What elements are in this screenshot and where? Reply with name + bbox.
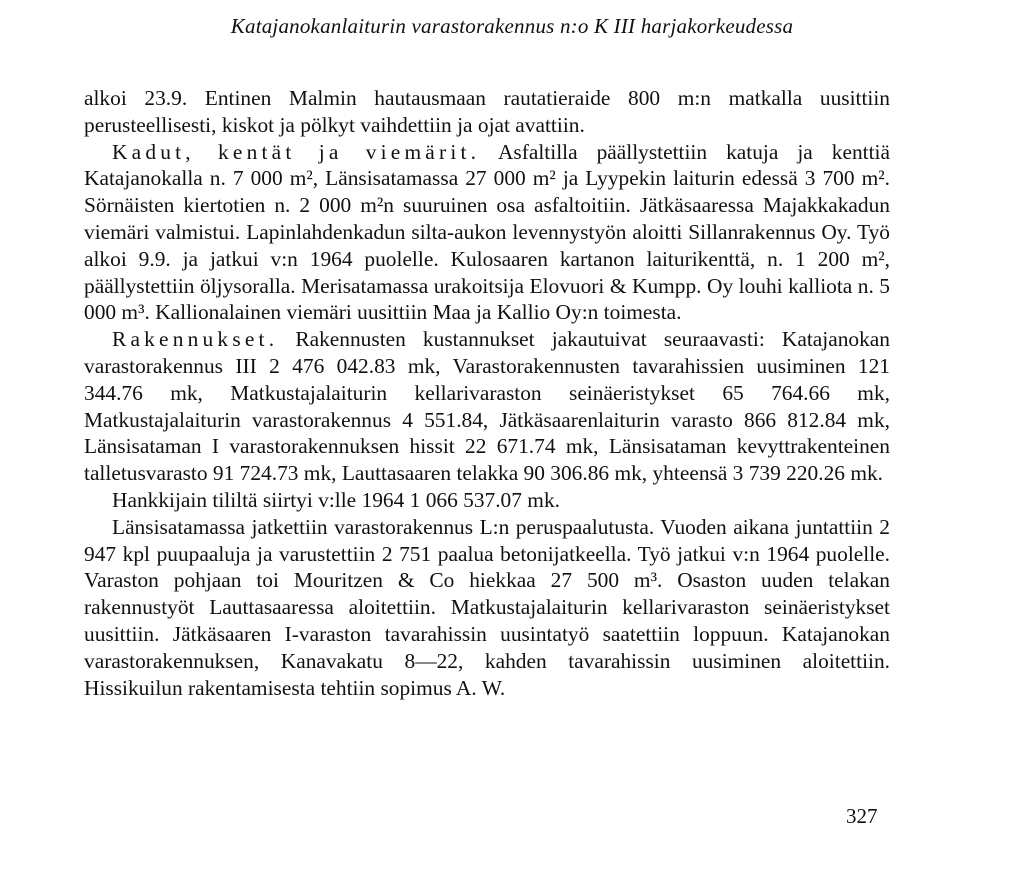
paragraph-text: Hankkijain tililtä siirtyi v:lle 1964 1 066 537.07 mk. xyxy=(112,487,560,512)
body-text xyxy=(84,85,890,701)
paragraph-text: Rakennusten kustannukset jakautuivat seuraavasti: Katajanokan varastorakennus III 2 476 042.83 mk, Varastorakennusten tavarahissien uusiminen 121 344.76 mk, Matkustajalaiturin kellarivaraston seinäeristykset 65 764.66 mk, Matkustajalaiturin varastorakennus 4 551.84, Jätkäsaarenlaiturin varasto 866 812.84 mk, Länsisataman I varastorakennuksen hissit 22 671.74 mk, Länsisataman kevyttrakenteinen talletusvarasto 91 724.73 mk, Lauttasaaren telakka 90 306.86 mk, yhteensä 3 739 220.26 mk. xyxy=(84,327,890,486)
paragraph xyxy=(84,85,890,139)
paragraph xyxy=(84,514,890,702)
running-header: Katajanokanlaiturin varastorakennus n:o K III harjakorkeudessa xyxy=(230,14,794,38)
paragraph xyxy=(84,487,890,514)
page-number: 327 xyxy=(846,804,878,828)
paragraph-text: Länsisatamassa jatkettiin varastorakennus L:n peruspaalutusta. Vuoden aikana juntattiin 2 947 kpl puupaaluja ja varustettiin 2 751 paalua betonijatkeella. Työ jatkui v:n 1964 puolelle. Varaston pohjaan toi Mouritzen & Co hiekkaa 27 500 m³. Osaston uuden telakan rakennustyöt Lauttasaaressa aloitettiin. Matkustajalaiturin kellarivaraston seinäeristykset uusittiin. Jätkäsaaren I-varaston tavarahissin uusintatyö saatettiin loppuun. Katajanokan varastorakennuksen, Kanavakatu 8—22, kahden tavarahissin uusiminen aloitettiin. Hissikuilun rakentamisesta tehtiin sopimus A. W. xyxy=(84,514,890,700)
section-heading: Rakennukset. xyxy=(112,327,279,352)
section-heading: Kadut, kentät ja viemärit. xyxy=(112,139,481,164)
paragraph xyxy=(84,326,890,487)
paragraph-text: alkoi 23.9. Entinen Malmin hautausmaan rautatieraide 800 m:n matkalla uusittiin perusteellisesti, kiskot ja pölkyt vaihdettiin ja ojat avattiin. xyxy=(84,86,890,137)
paragraph-text: Asfaltilla päällystettiin katuja ja kenttiä Katajanokalla n. 7 000 m², Länsisatamassa 27 000 m² ja Lyypekin laiturin edessä 3 700 m². Sörnäisten kiertotien n. 2 000 m²n suuruinen osa asfaltoitiin. Jätkäsaaressa Majakkakadun viemäri valmistui. Lapinlahdenkadun silta-aukon levennystyön aloitti Sillanrakennus Oy. Työ alkoi 9.9. ja jatkui v:n 1964 puolelle. Kulosaaren kartanon laiturikenttä, n. 1 200 m², päällystettiin öljysoralla. Merisatamassa urakoitsija Elovuori & Kumpp. Oy louhi kalliota n. 5 000 m³. Kallionalainen viemäri uusittiin Maa ja Kallio Oy:n toimesta. xyxy=(84,139,890,325)
paragraph xyxy=(84,139,890,327)
